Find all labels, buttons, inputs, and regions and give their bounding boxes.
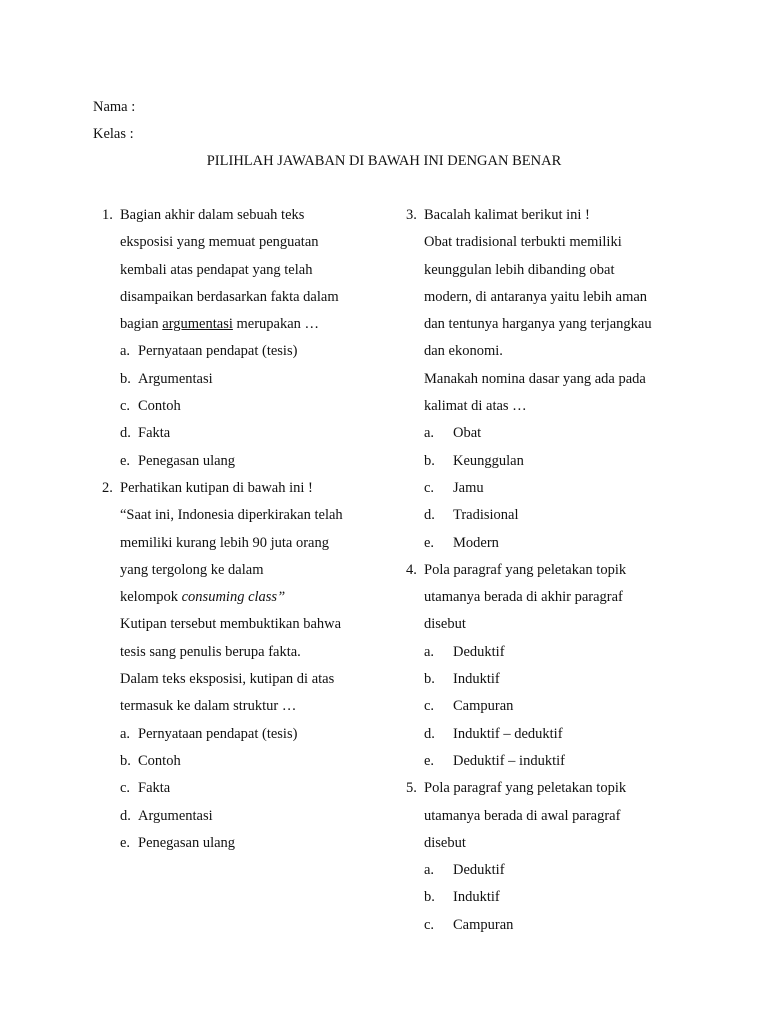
answer-option[interactable] [406,506,706,533]
answer-option[interactable] [102,342,382,369]
question-2-line [102,479,382,506]
question-3-line [406,261,706,288]
answer-option[interactable] [102,452,382,479]
question-4-line [406,588,706,615]
question-text: bagian [120,316,163,333]
answer-option[interactable] [406,534,706,561]
option-letter: a. [424,643,435,660]
question-text: keunggulan lebih dibanding obat [424,261,615,278]
question-1-line [102,315,382,342]
question-1-line [102,261,382,288]
option-text: Induktif [453,889,500,906]
question-1-line [102,206,382,233]
option-letter: d. [120,425,131,442]
question-text: eksposisi yang memuat penguatan [120,234,319,251]
option-text: Tradisional [453,507,519,524]
question-5-line [406,807,706,834]
question-number: 5. [406,780,417,797]
question-2-line [102,643,382,670]
right-column [406,206,706,943]
option-text: Contoh [138,398,181,415]
question-text: kembali atas pendapat yang telah [120,261,313,278]
kelas-label: Kelas : [93,126,134,142]
question-text: utamanya berada di awal paragraf [424,807,621,824]
option-text: Argumentasi [138,807,213,824]
answer-option[interactable] [102,834,382,861]
answer-option[interactable] [102,397,382,424]
question-text: Obat tradisional terbukti memiliki [424,234,622,251]
option-text: Campuran [453,698,514,715]
question-number: 3. [406,207,417,223]
answer-option[interactable] [406,643,706,670]
answer-option[interactable] [102,725,382,752]
option-letter: c. [424,916,435,933]
option-letter: c. [424,479,435,496]
question-2-line [102,506,382,533]
answer-option[interactable] [406,861,706,888]
question-text: dan tentunya harganya yang terjangkau [424,316,652,333]
option-letter: c. [120,780,131,797]
question-3-line [406,397,706,424]
answer-option[interactable] [406,888,706,915]
question-text: modern, di antaranya yaitu lebih aman [424,288,648,305]
question-3-line [406,342,706,369]
question-3-line [406,315,706,342]
question-text: Manakah nomina dasar yang ada pada [424,370,646,387]
question-3-line [406,370,706,397]
answer-option[interactable] [406,697,706,724]
question-5-line [406,834,706,861]
option-letter: e. [120,452,131,469]
question-4-line [406,615,706,642]
option-text: Modern [453,534,499,551]
question-text: Dalam teks eksposisi, kutipan di atas [120,671,335,688]
option-letter: d. [424,507,435,524]
question-text: kalimat di atas … [424,398,527,415]
question-5-line [406,779,706,806]
answer-option[interactable] [102,424,382,451]
question-2-line [102,670,382,697]
underlined-term: argumentasi [162,316,233,333]
quote-text: memiliki kurang lebih 90 juta orang [120,534,329,551]
option-text: Pernyataan pendapat (tesis) [138,343,298,360]
option-text: Fakta [138,425,171,442]
option-text: Penegasan ulang [138,452,236,469]
option-text: Induktif [453,671,500,688]
question-number: 2. [102,479,113,496]
question-2-line [102,615,382,642]
italic-term: consuming class” [181,589,286,606]
option-letter: a. [424,425,435,442]
option-letter: e. [424,752,435,769]
answer-option[interactable] [406,452,706,479]
question-3-line [406,233,706,260]
answer-option[interactable] [406,916,706,943]
question-text: Perhatikan kutipan di bawah ini ! [120,479,313,496]
quote-text: “Saat ini, Indonesia diperkirakan telah [120,507,343,524]
question-text: Bagian akhir dalam sebuah teks [120,207,305,223]
option-text: Penegasan ulang [138,834,236,851]
quote-text: yang tergolong ke dalam [120,561,264,578]
option-letter: d. [424,725,435,742]
option-letter: c. [424,698,435,715]
option-text: Deduktif [453,643,505,660]
option-text: Deduktif – induktif [453,752,565,769]
option-letter: a. [120,343,131,360]
quote-text: kelompok [120,589,182,606]
answer-option[interactable] [102,752,382,779]
question-2-line [102,561,382,588]
question-number: 4. [406,561,417,578]
option-text: Induktif – deduktif [453,725,563,742]
option-letter: a. [120,725,131,742]
nama-label: Nama : [93,99,136,115]
left-column [102,206,382,861]
option-text: Argumentasi [138,370,213,387]
question-text: dan ekonomi. [424,343,503,360]
option-letter: e. [424,534,435,551]
question-2-line [102,534,382,561]
question-4-line [406,561,706,588]
option-text: Obat [453,425,482,442]
question-text: Bacalah kalimat berikut ini ! [424,207,590,223]
question-text: tesis sang penulis berupa fakta. [120,643,301,660]
question-number: 1. [102,207,113,223]
question-text: disebut [424,834,466,851]
answer-option[interactable] [406,725,706,752]
option-letter: b. [424,452,435,469]
answer-option[interactable] [102,779,382,806]
question-2-line [102,588,382,615]
option-text: Deduktif [453,862,505,879]
question-text: utamanya berada di akhir paragraf [424,589,623,606]
option-text: Campuran [453,916,514,933]
option-letter: b. [424,671,435,688]
option-letter: b. [424,889,435,906]
answer-option[interactable] [102,807,382,834]
question-3-line [406,288,706,315]
answer-option[interactable] [102,370,382,397]
option-letter: b. [120,370,131,387]
question-text: merupakan … [232,316,320,333]
question-2-line [102,697,382,724]
answer-option[interactable] [406,752,706,779]
question-text: termasuk ke dalam struktur … [120,698,297,715]
option-letter: a. [424,862,435,879]
option-text: Contoh [138,752,181,769]
answer-option[interactable] [406,479,706,506]
option-letter: d. [120,807,131,824]
option-letter: c. [120,398,131,415]
option-text: Jamu [453,479,484,496]
question-1-line [102,288,382,315]
option-text: Fakta [138,780,171,797]
option-text: Pernyataan pendapat (tesis) [138,725,298,742]
answer-option[interactable] [406,424,706,451]
answer-option[interactable] [406,670,706,697]
question-text: Kutipan tersebut membuktikan bahwa [120,616,342,633]
page-title: PILIHLAH JAWABAN DI BAWAH INI DENGAN BENAR [206,153,562,169]
question-1-line [102,233,382,260]
option-letter: e. [120,834,131,851]
question-text: disebut [424,616,466,633]
question-text: Pola paragraf yang peletakan topik [424,561,627,578]
option-letter: b. [120,752,131,769]
option-text: Keunggulan [453,452,524,469]
question-text: disampaikan berdasarkan fakta dalam [120,288,339,305]
question-text: Pola paragraf yang peletakan topik [424,780,627,797]
question-3-line [406,206,706,233]
